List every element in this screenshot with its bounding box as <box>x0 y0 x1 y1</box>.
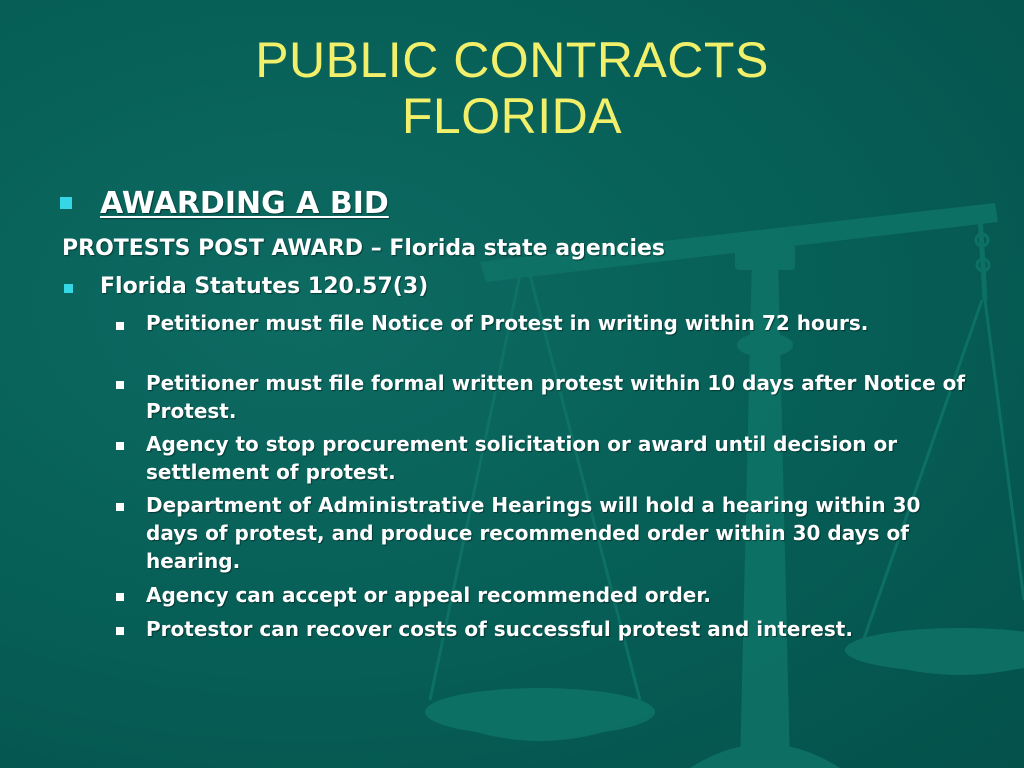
bullet-square-icon <box>60 197 72 209</box>
subheading: PROTESTS POST AWARD – Florida state agencies <box>62 236 666 261</box>
list-item: Agency to stop procurement solicitation or award until decision or settlement of protest. <box>146 432 898 484</box>
bullet-square-icon <box>116 381 124 389</box>
bullet-square-icon <box>116 627 124 635</box>
list-item: Agency can accept or appeal recommended order. <box>146 583 711 607</box>
bullet-square-icon <box>116 322 124 330</box>
title-line-2: FLORIDA <box>401 88 623 144</box>
title-line-1: PUBLIC CONTRACTS <box>255 32 769 88</box>
statute-reference: Florida Statutes 120.57(3) <box>100 274 429 299</box>
section-heading: AWARDING A BID <box>100 186 389 221</box>
list-item: Petitioner must file formal written protest within 10 days after Notice of Protest. <box>146 371 966 423</box>
bullet-square-icon <box>116 442 124 450</box>
bullet-square-icon <box>116 593 124 601</box>
bullet-square-icon <box>64 284 73 293</box>
list-item: Petitioner must file Notice of Protest in writing within 72 hours. <box>146 311 869 335</box>
list-item: Department of Administrative Hearings will hold a hearing within 30 days of protest, and produce recommended order within 30 days of hearing. <box>146 493 921 573</box>
bullet-square-icon <box>116 503 124 511</box>
list-item: Protestor can recover costs of successful protest and interest. <box>146 617 853 641</box>
